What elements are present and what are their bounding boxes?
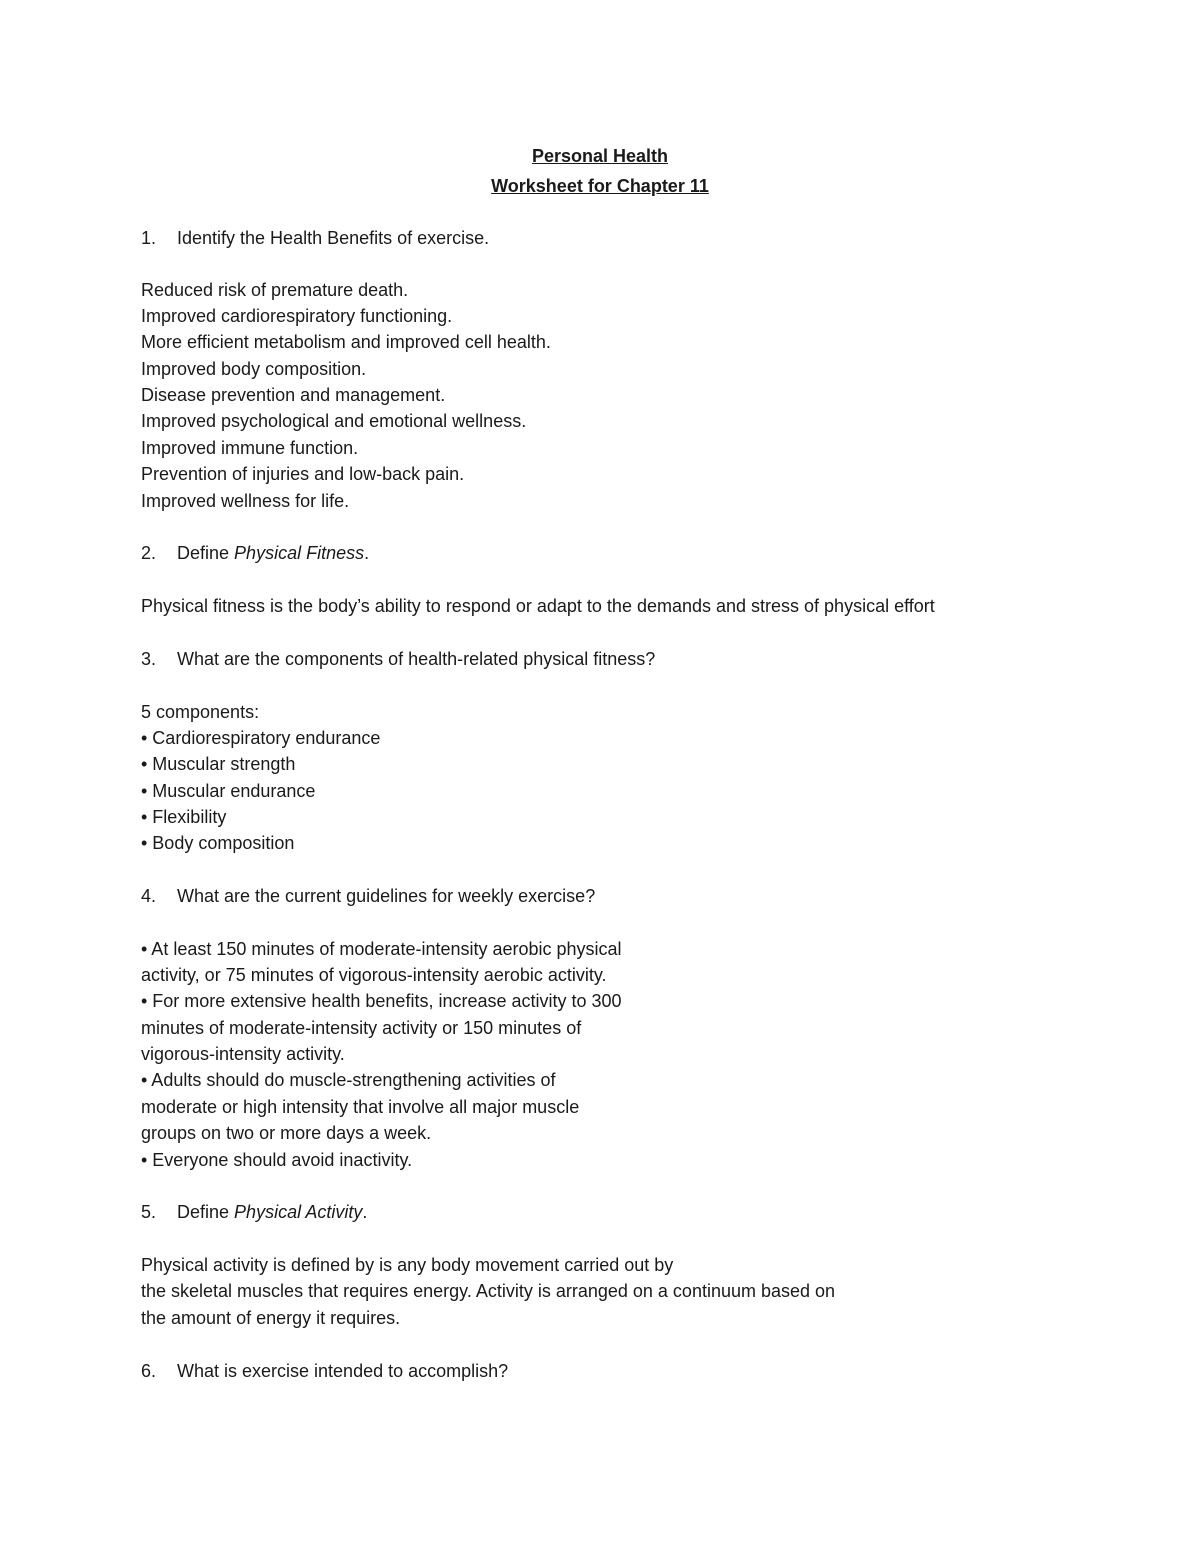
answer-line: Improved psychological and emotional wellness.	[141, 411, 527, 431]
answer-intro: 5 components:	[141, 702, 260, 722]
bullet-item: • Body composition	[141, 833, 295, 853]
question-6	[141, 1360, 508, 1382]
bullet-item: • Muscular strength	[141, 754, 296, 774]
bullet-item: • Cardiorespiratory endurance	[141, 728, 381, 748]
answer-line: Prevention of injuries and low-back pain.	[141, 464, 465, 484]
question-text: What are the components of health-related physical fitness?	[177, 649, 656, 669]
question-number: 3.	[141, 649, 157, 669]
answer-line: the skeletal muscles that requires energy. Activity is arranged on a continuum based on	[141, 1281, 836, 1301]
question-number: 4.	[141, 886, 157, 906]
question-prefix: Define	[177, 543, 235, 563]
question-text: Identify the Health Benefits of exercise.	[177, 228, 490, 248]
bullet-item: • Muscular endurance	[141, 781, 316, 801]
question-2	[141, 542, 369, 564]
document-title: Personal Health	[531, 146, 669, 166]
question-1	[141, 227, 489, 249]
question-5	[141, 1201, 367, 1223]
question-number: 6.	[141, 1361, 157, 1381]
answer-line: Improved body composition.	[141, 359, 367, 379]
question-term: Physical Activity	[234, 1202, 363, 1222]
question-suffix: .	[362, 1202, 368, 1222]
answer-line: More efficient metabolism and improved cell health.	[141, 332, 551, 352]
answer-line: the amount of energy it requires.	[141, 1308, 401, 1328]
question-prefix: Define	[177, 1202, 235, 1222]
question-number: 5.	[141, 1202, 157, 1222]
question-number: 1.	[141, 228, 157, 248]
question-suffix: .	[364, 543, 370, 563]
answer-line: Improved wellness for life.	[141, 491, 350, 511]
question-number: 2.	[141, 543, 157, 563]
answer-line: moderate or high intensity that involve all major muscle	[141, 1097, 580, 1117]
answer-line: Improved immune function.	[141, 438, 359, 458]
question-3	[141, 648, 655, 670]
answer-line: Disease prevention and management.	[141, 385, 446, 405]
answer-line: vigorous-intensity activity.	[141, 1044, 345, 1064]
question-text: What are the current guidelines for weekly exercise?	[177, 886, 596, 906]
bullet-item: • Flexibility	[141, 807, 227, 827]
answer-line: minutes of moderate-intensity activity or 150 minutes of	[141, 1018, 582, 1038]
answer-line: Physical activity is defined by is any body movement carried out by	[141, 1255, 674, 1275]
answer-line: Improved cardiorespiratory functioning.	[141, 306, 453, 326]
answer-line: • At least 150 minutes of moderate-intensity aerobic physical	[141, 939, 622, 959]
question-text: What is exercise intended to accomplish?	[177, 1361, 509, 1381]
answer-line: Physical fitness is the body’s ability to respond or adapt to the demands and stress of physical effort	[141, 596, 935, 616]
answer-line: Reduced risk of premature death.	[141, 280, 409, 300]
document-subtitle: Worksheet for Chapter 11	[491, 176, 709, 196]
question-4	[141, 885, 595, 907]
answer-line: • For more extensive health benefits, increase activity to 300	[141, 991, 622, 1011]
answer-line: • Adults should do muscle-strengthening activities of	[141, 1070, 556, 1090]
answer-line: groups on two or more days a week.	[141, 1123, 432, 1143]
answer-line: activity, or 75 minutes of vigorous-intensity aerobic activity.	[141, 965, 607, 985]
answer-line: • Everyone should avoid inactivity.	[141, 1150, 413, 1170]
question-term: Physical Fitness	[234, 543, 365, 563]
